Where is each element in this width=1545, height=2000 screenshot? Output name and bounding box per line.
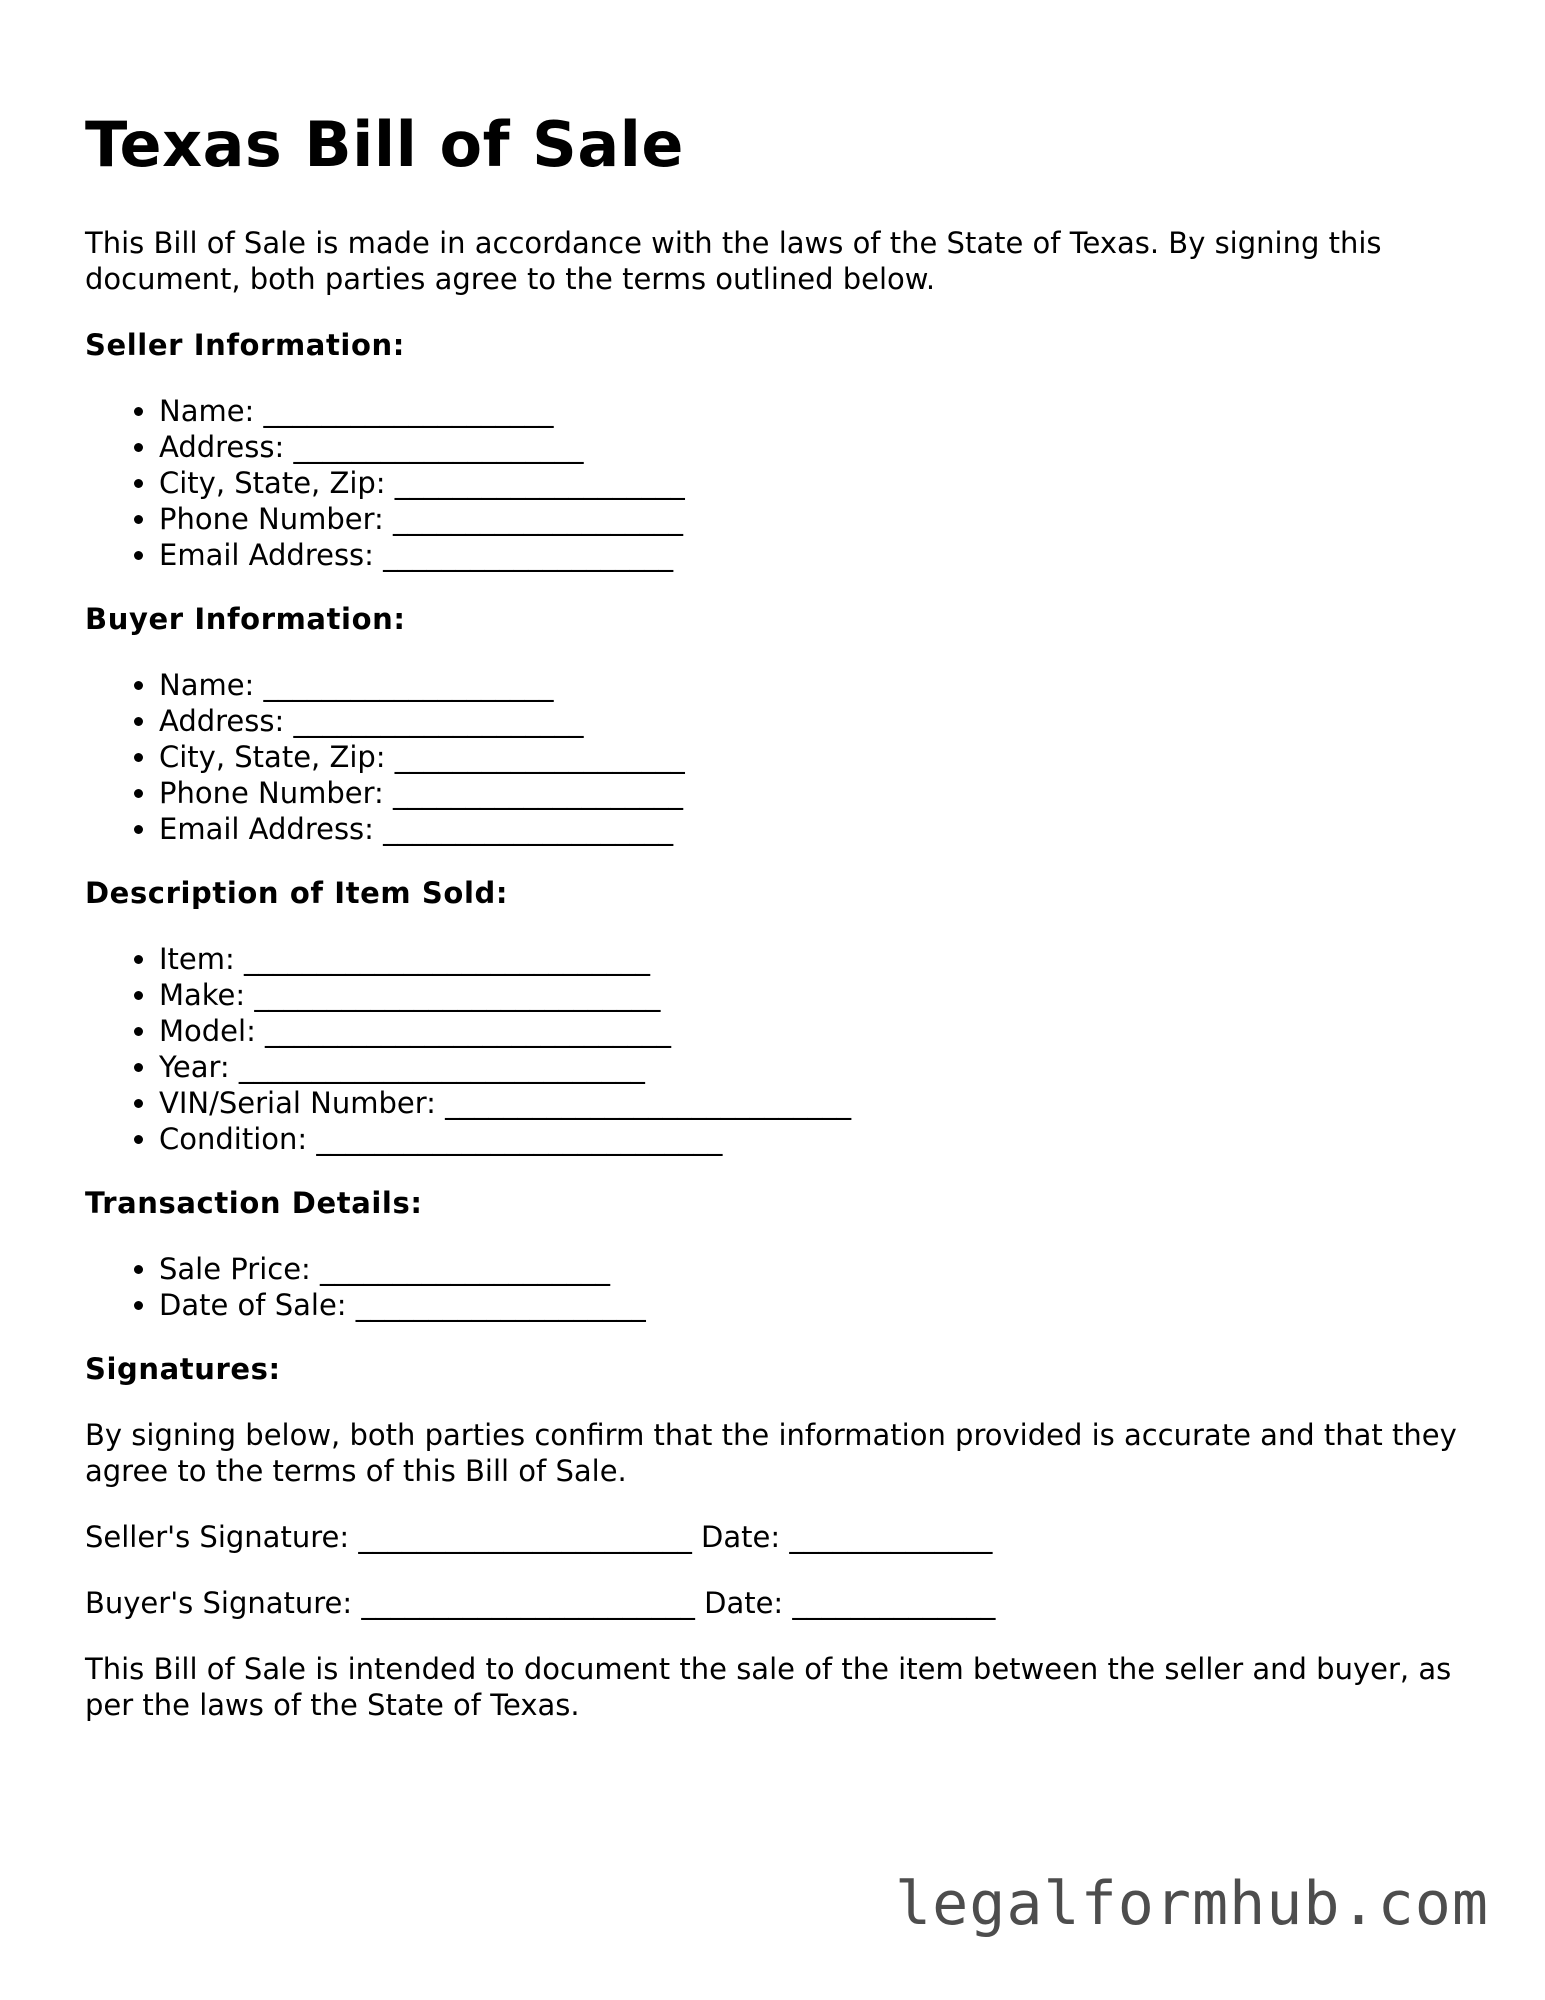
sale-price-field: • Sale Price: ____________________ <box>159 1251 1485 1287</box>
signatures-heading: Signatures: <box>85 1352 281 1386</box>
document-page <box>85 105 1485 1723</box>
seller-address-field: • Address: ____________________ <box>159 429 1485 465</box>
year-field: • Year: ____________________________ <box>159 1049 1485 1085</box>
transaction-heading: Transaction Details: <box>85 1186 423 1220</box>
buyer-name-field: • Name: ____________________ <box>159 667 1485 703</box>
condition-field: • Condition: ____________________________ <box>159 1121 1485 1157</box>
signatures-intro: By signing below, both parties confirm that the information provided is accurate and that they agree to the terms of this Bill of Sale. <box>85 1418 1457 1488</box>
buyer-city-state-zip-field: • City, State, Zip: ____________________ <box>159 739 1485 775</box>
seller-name-field: • Name: ____________________ <box>159 393 1485 429</box>
transaction-field-list <box>85 1251 1485 1323</box>
intro-paragraph: This Bill of Sale is made in accordance with the laws of the State of Texas. By signing this document, both parties agree to the terms outlined below. <box>85 226 1382 296</box>
document-title: Texas Bill of Sale <box>85 108 684 181</box>
seller-email-field: • Email Address: ____________________ <box>159 537 1485 573</box>
seller-signature-line: Seller's Signature: _______________________ Date: ______________ <box>85 1520 993 1554</box>
vin-serial-field: • VIN/Serial Number: ____________________________ <box>159 1085 1485 1121</box>
buyer-address-field: • Address: ____________________ <box>159 703 1485 739</box>
seller-heading: Seller Information: <box>85 328 405 362</box>
model-field: • Model: ____________________________ <box>159 1013 1485 1049</box>
buyer-phone-field: • Phone Number: ____________________ <box>159 775 1485 811</box>
item-heading: Description of Item Sold: <box>85 876 509 910</box>
buyer-heading: Buyer Information: <box>85 602 406 636</box>
buyer-email-field: • Email Address: ____________________ <box>159 811 1485 847</box>
site-watermark: legalformhub.com <box>895 1869 1489 1939</box>
item-field-list <box>85 941 1485 1157</box>
buyer-field-list <box>85 667 1485 847</box>
make-field: • Make: ____________________________ <box>159 977 1485 1013</box>
item-field: • Item: ____________________________ <box>159 941 1485 977</box>
date-of-sale-field: • Date of Sale: ____________________ <box>159 1287 1485 1323</box>
buyer-signature-line: Buyer's Signature: _______________________ Date: ______________ <box>85 1586 996 1620</box>
closing-paragraph: This Bill of Sale is intended to document the sale of the item between the seller and buyer, as per the laws of the State of Texas. <box>85 1652 1452 1722</box>
seller-phone-field: • Phone Number: ____________________ <box>159 501 1485 537</box>
seller-field-list <box>85 393 1485 573</box>
seller-city-state-zip-field: • City, State, Zip: ____________________ <box>159 465 1485 501</box>
